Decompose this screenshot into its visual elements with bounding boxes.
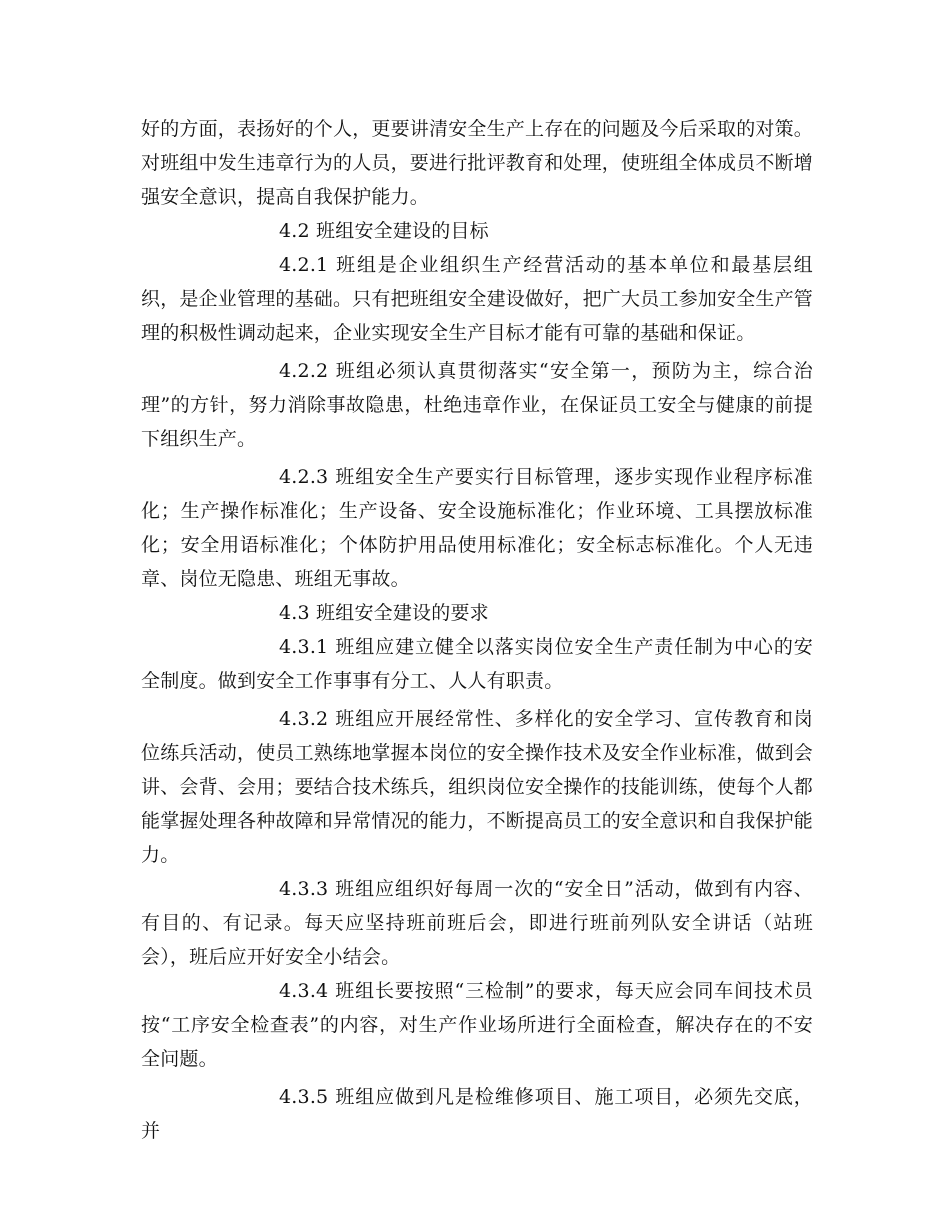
paragraph-4-3-4: 4.3.4 班组长要按照“三检制”的要求，每天应会同车间技术员按“工序安全检查表”的内容，对生产作业场所进行全面检查，解决存在的不安全问题。 (141, 980, 813, 1070)
paragraph-4-2-1: 4.2.1 班组是企业组织生产经营活动的基本单位和最基层组织，是企业管理的基础。只有把班组安全建设做好，把广大员工参加安全生产管理的积极性调动起来，企业实现安全生产目标才能有可靠的基础和保证。 (141, 254, 814, 344)
paragraph-4-3-5: 4.3.5 班组应做到凡是检维修项目、施工项目，必须先交底，并 (141, 1086, 813, 1142)
document-body (141, 112, 813, 1148)
paragraph-4-2-3: 4.2.3 班组安全生产要实行目标管理，逐步实现作业程序标准化；生产操作标准化；生产设备、安全设施标准化；作业环境、工具摆放标准化；安全用语标准化；个体防护用品使用标准化；安全标志标准化。个人无违章、岗位无隐患、班组无事故。 (141, 466, 813, 590)
paragraph-4-2-2: 4.2.2 班组必须认真贯彻落实“安全第一，预防为主，综合治理”的方针，努力消除事故隐患，杜绝违章作业，在保证员工安全与健康的前提下组织生产。 (141, 360, 813, 450)
paragraph-4-3-3: 4.3.3 班组应组织好每周一次的“安全日”活动，做到有内容、有目的、有记录。每天应坚持班前班后会，即进行班前列队安全讲话（站班会），班后应开好安全小结会。 (141, 878, 813, 968)
paragraph-4-3-1: 4.3.1 班组应建立健全以落实岗位安全生产责任制为中心的安全制度。做到安全工作事事有分工、人人有职责。 (141, 636, 813, 692)
paragraph-continuation: 好的方面，表扬好的个人，更要讲清安全生产上存在的问题及今后采取的对策。对班组中发生违章行为的人员，要进行批评教育和处理，使班组全体成员不断增强安全意识，提高自我保护能力。 (141, 118, 814, 208)
section-heading-4-2: 4.2 班组安全建设的目标 (279, 220, 489, 242)
paragraph-4-3-2: 4.3.2 班组应开展经常性、多样化的安全学习、宣传教育和岗位练兵活动，使员工熟练地掌握本岗位的安全操作技术及安全作业标准，做到会讲、会背、会用；要结合技术练兵，组织岗位安全操作的技能训练，使每个人都能掌握处理各种故障和异常情况的能力，不断提高员工的安全意识和自我保护能力。 (141, 708, 814, 866)
section-heading-4-3: 4.3 班组安全建设的要求 (279, 602, 489, 624)
